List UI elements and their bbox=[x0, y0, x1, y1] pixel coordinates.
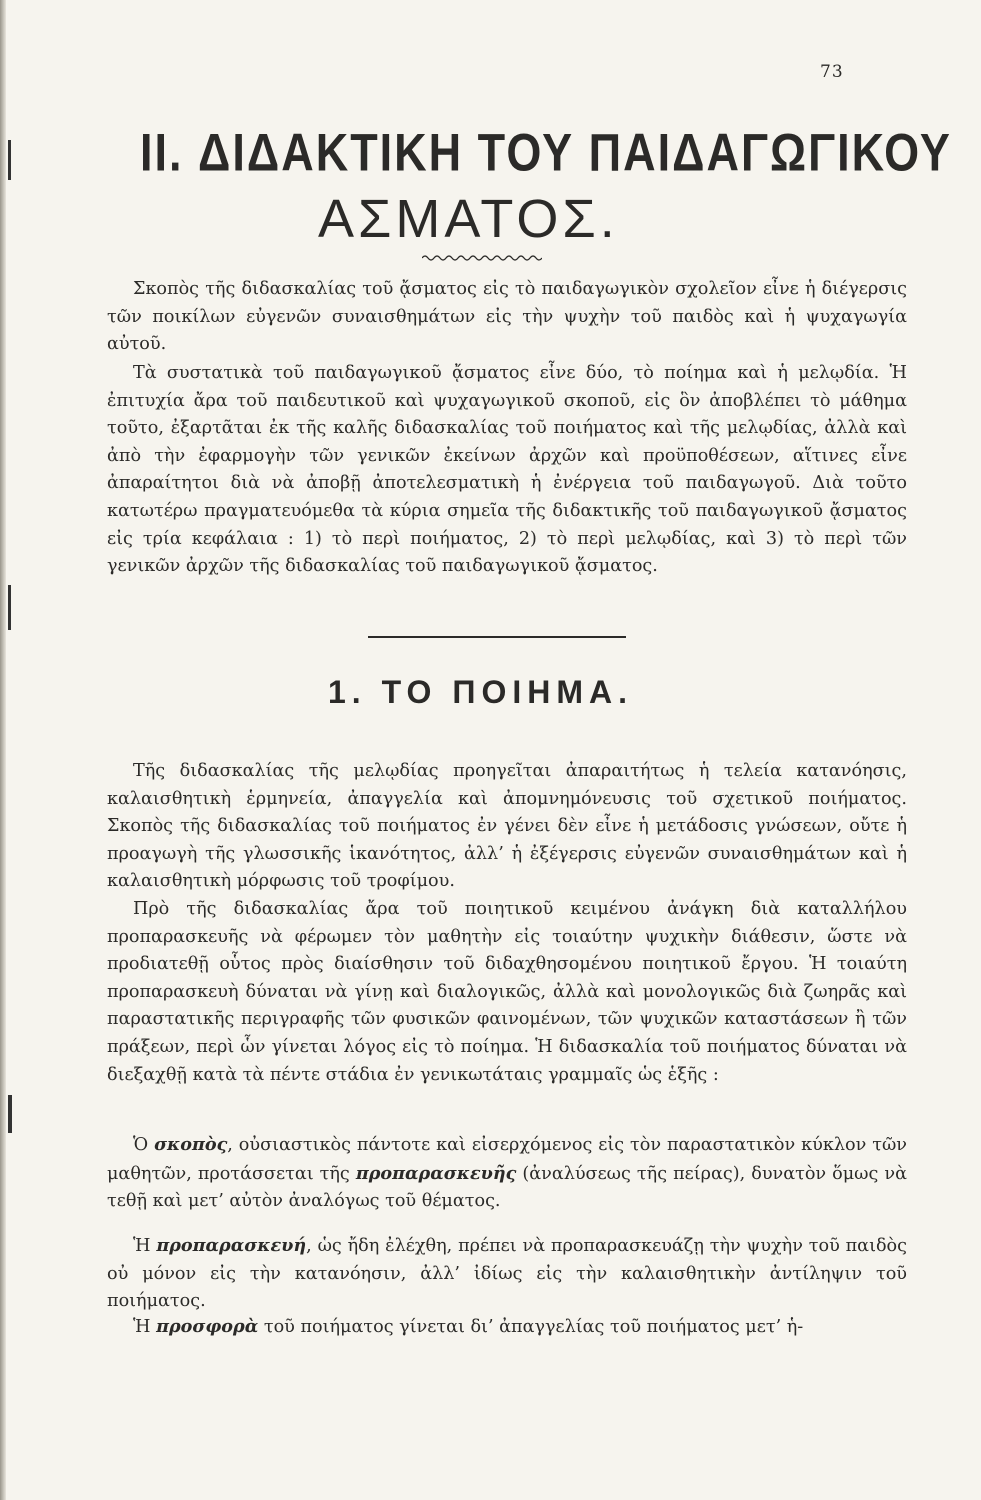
page-number: 73 bbox=[820, 62, 844, 82]
term-proparaskevi: προπαρασκευή bbox=[156, 1235, 307, 1256]
text-run: Ὁ bbox=[133, 1135, 155, 1155]
ornament-wave bbox=[422, 254, 542, 262]
term-skopos: σκοπὸς bbox=[154, 1134, 228, 1155]
term-proparaskevis: προπαρασκευῆς bbox=[355, 1162, 517, 1184]
text-run: Ἡ bbox=[133, 1317, 157, 1337]
intro-paragraph-2: Τὰ συστατικὰ τοῦ παιδαγωγικοῦ ᾄσματος εἶνε δύο, τὸ ποίημα καὶ ἡ μελῳδία. Ἡ ἐπιτυχία ἄρα τοῦ παιδευτικοῦ καὶ ψυχαγωγικοῦ σκοποῦ, εἰς ὃν ἀποβλέπει τὸ μάθημα τοῦτο, ἐξαρτᾶται ἐκ τῆς καλῆς διδασκαλίας τοῦ ποιήματος καὶ τῆς μελῳδίας, ἀλλὰ καὶ ἀπὸ τὴν ἐφαρμογὴν τῶν γενικῶν ἐκείνων ἀρχῶν καὶ προϋποθέσεων, αἵτινες εἶνε ἀπαραίτητοι διὰ νὰ ἀποβῇ ἀποτελεσματικὴ ἡ ἐνέργεια τοῦ παιδαγωγοῦ. Διὰ τοῦτο κατωτέρω πραγματευόμεθα τὰ κύρια σημεῖα τῆς διδακτικῆς τοῦ παιδαγωγικοῦ ᾄσματος εἰς τρία κεφάλαια : 1) τὸ περὶ ποιήματος, 2) τὸ περὶ μελῳδίας, καὶ 3) τὸ περὶ τῶν γενικῶν ἀρχῶν τῆς διδασκαλίας τοῦ παιδαγωγικοῦ ᾄσματος. bbox=[107, 363, 907, 577]
body-paragraph-5 bbox=[107, 1313, 907, 1342]
margin-mark bbox=[8, 140, 11, 180]
body-paragraph-1: Τῆς διδασκαλίας τῆς μελῳδίας προηγεῖται ἀπαραιτήτως ἡ τελεία κατανόησις, καλαισθητικὴ ἑρμηνεία, ἀπαγγελία καὶ ἀπομνημόνευσις τοῦ σχετικοῦ ποιήματος. Σκοπὸς τῆς διδασκαλίας τοῦ ποιήματος ἐν γένει δὲν εἶνε ἡ μετάδοσις γνώσεων, οὔτε ἡ προαγωγὴ τῆς γλωσσικῆς ἱκανότητος, ἀλλ’ ἡ ἐξέγερσις εὐγενῶν συναισθημάτων καὶ ἡ καλαισθητικὴ μόρφωσις τοῦ τροφίμου. bbox=[107, 761, 907, 892]
margin-mark bbox=[8, 585, 11, 630]
text-run: , οὐσιαστικὸς πάντοτε καὶ εἰσερχόμενος εἰς τὸν παραστατικὸν κύκλον τῶν μαθητῶν, προτάσσεται τῆς bbox=[107, 1135, 907, 1184]
section-divider bbox=[368, 636, 626, 638]
page-edge bbox=[0, 0, 6, 1500]
intro-paragraph-1: Σκοπὸς τῆς διδασκαλίας τοῦ ᾄσματος εἰς τὸ παιδαγωγικὸν σχολεῖον εἶνε ἡ διέγερσις τῶν ποικίλων εὐγενῶν συναισθημάτων εἰς τὴν ψυχὴν τοῦ παιδὸς καὶ ἡ ψυχαγωγία αὐτοῦ. bbox=[107, 279, 907, 355]
text-run: Ἡ bbox=[133, 1236, 157, 1256]
term-prosfora: προσφορὰ bbox=[156, 1316, 259, 1337]
body-paragraph-2: Πρὸ τῆς διδασκαλίας ἄρα τοῦ ποιητικοῦ κειμένου ἀνάγκη διὰ καταλλήλου προπαρασκευῆς νὰ φέρωμεν τὸν μαθητὴν εἰς τοιαύτην ψυχικὴν διάθεσιν, ὥστε νὰ προδιατεθῇ οὗτος πρὸς διαίσθησιν τοῦ διδαχθησομένου ποιητικοῦ ἔργου. Ἡ τοιαύτη προπαρασκευὴ δύναται νὰ γίνῃ καὶ διαλογικῶς, ἀλλὰ καὶ μονολογικῶς διὰ ζωηρᾶς καὶ παραστατικῆς περιγραφῆς τῶν φυσικῶν φαινομένων, τῶν ψυχικῶν καταστάσεων ἢ τῶν πράξεων, περὶ ὧν γίνεται λόγος εἰς τὸ ποίημα. Ἡ διδασκαλία τοῦ ποιήματος δύναται νὰ διεξαχθῇ κατὰ τὰ πέντε στάδια ἐν γενικωτάταις γραμμαῖς ὡς ἑξῆς : bbox=[107, 899, 907, 1085]
chapter-title-line-2: ΑΣΜΑΤΟΣ. bbox=[318, 189, 619, 249]
text-run: (ἀναλύσεως τῆς πείρας), δυνατὸν ὅμως νὰ τεθῇ καὶ μετ’ αὐτὸν ἀναλόγως τοῦ θέματος. bbox=[107, 1163, 907, 1212]
body-paragraph-4 bbox=[107, 1232, 907, 1316]
margin-mark bbox=[8, 1095, 12, 1133]
body-paragraph-3 bbox=[107, 1131, 907, 1216]
section-heading: 1. ΤΟ ΠΟΙΗΜΑ. bbox=[328, 674, 633, 710]
text-run: , ὡς ἤδη ἐλέχθη, πρέπει νὰ προπαρασκευάζῃ τὴν ψυχὴν τοῦ παιδὸς οὐ μόνον εἰς τὴν κατανόησιν, ἀλλ’ ἰδίως εἰς τὴν καλαισθητικὴν ἀντίληψιν τοῦ ποιήματος. bbox=[107, 1236, 907, 1312]
chapter-title-line-1: II. ΔΙΔΑΚΤΙΚΗ ΤΟΥ ΠΑΙΔΑΓΩΓΙΚΟΥ bbox=[140, 122, 952, 183]
text-run: τοῦ ποιήματος γίνεται δι’ ἀπαγγελίας τοῦ ποιήματος μετ’ ἡ- bbox=[258, 1317, 804, 1337]
